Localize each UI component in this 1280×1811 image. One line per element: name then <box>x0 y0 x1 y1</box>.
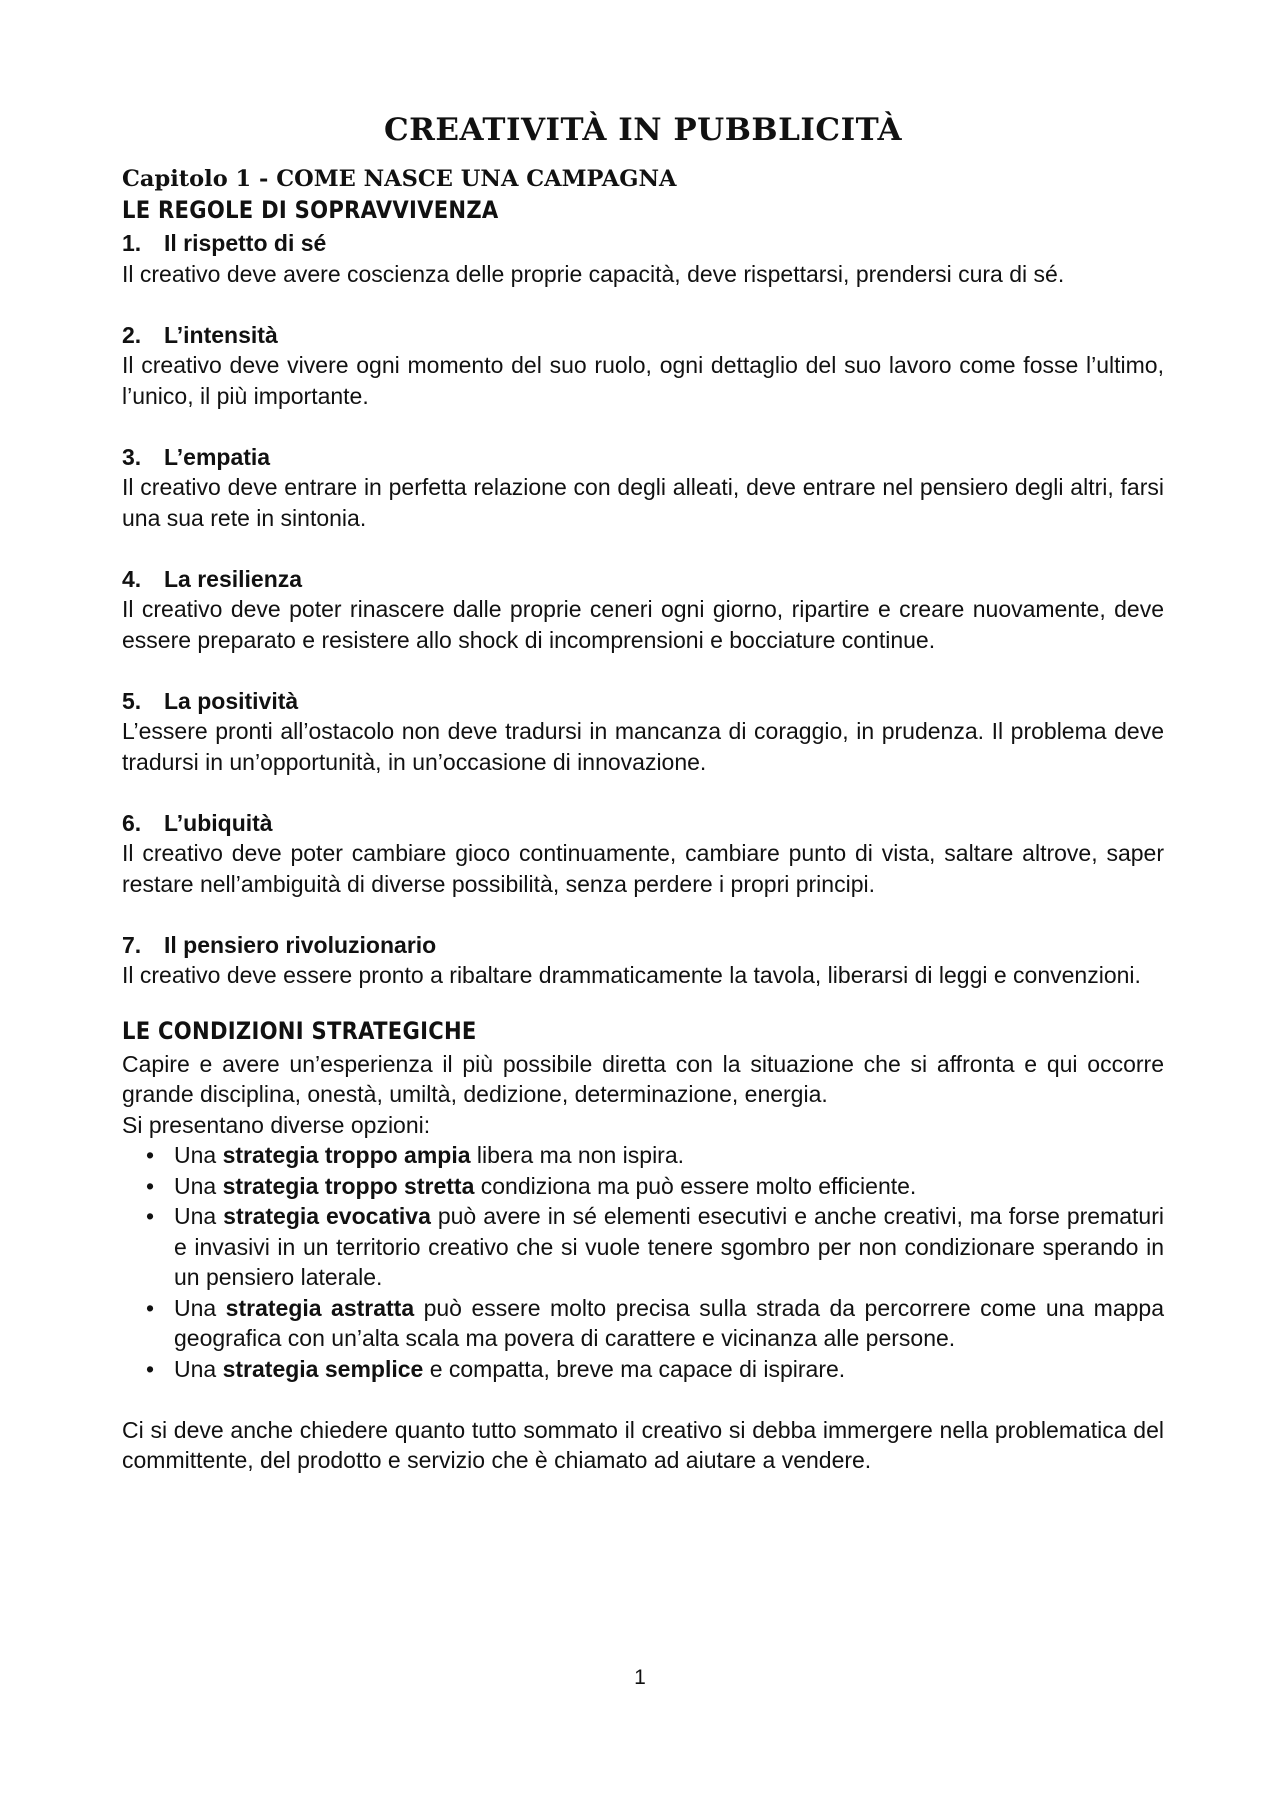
section-heading-survival-rules: LE REGOLE DI SOPRAVVIVENZA <box>122 196 499 224</box>
strategy-term: strategia astratta <box>225 1294 415 1321</box>
bullet-icon: • <box>146 1294 155 1321</box>
rule-body: Il creativo deve poter cambiare gioco continuamente, cambiare punto di vista, saltare altrove, saper restare nell’ambiguità di diverse possibilità, senza perdere i propri principi. <box>122 840 1164 897</box>
rule-number: 7. <box>122 931 142 958</box>
document-page <box>122 110 1164 1476</box>
rule-title: L’ubiquità <box>164 809 273 836</box>
rule-number: 6. <box>122 809 142 836</box>
rule-number: 3. <box>122 443 142 470</box>
strategy-list <box>122 1140 1164 1384</box>
rule-title: L’intensità <box>164 321 278 348</box>
closing-paragraph: Ci si deve anche chiedere quanto tutto sommato il creativo si debba immergere nella problematica del committente, del prodotto e servizio che è chiamato ad aiutare a vendere. <box>122 1416 1164 1473</box>
rule-item <box>122 686 1164 778</box>
rule-number: 1. <box>122 230 142 256</box>
rule-title: Il pensiero rivoluzionario <box>164 931 437 958</box>
page-number: 1 <box>634 1666 646 1689</box>
section-heading-strategic-conditions: LE CONDIZIONI STRATEGICHE <box>122 1016 477 1045</box>
rule-body: Il creativo deve poter rinascere dalle proprie ceneri ogni giorno, ripartire e creare nuovamente, deve essere preparato e resistere allo shock di incomprensioni e bocciature continue. <box>122 596 1164 653</box>
bullet-icon: • <box>146 1203 155 1229</box>
rules-list <box>122 228 1164 991</box>
rule-number: 4. <box>122 565 142 592</box>
list-item: • Una strategia semplice e compatta, breve ma capace di ispirare. <box>146 1354 1164 1385</box>
strategy-term: strategia evocativa <box>223 1203 431 1229</box>
strategy-term: strategia semplice <box>222 1355 424 1382</box>
options-lead: Si presentano diverse opzioni: <box>122 1111 431 1138</box>
strategic-intro: Capire e avere un’esperienza il più possibile diretta con la situazione che si affronta e qui occorre grande disciplina, onestà, umiltà, dedizione, determinazione, energia. <box>122 1050 1164 1107</box>
list-item: • Una strategia astratta può essere molto precisa sulla strada da percorrere come una mappa geografica con un’alta scala ma povera di carattere e vicinanza alle persone. <box>146 1294 1164 1351</box>
rule-title: La positività <box>164 687 299 714</box>
list-item: • Una strategia troppo stretta condiziona ma può essere molto efficiente. <box>146 1171 1164 1202</box>
rule-item <box>122 320 1164 412</box>
rule-title: La resilienza <box>164 565 303 592</box>
bullet-icon: • <box>146 1142 155 1168</box>
rule-number: 2. <box>122 321 142 348</box>
rule-body: Il creativo deve vivere ogni momento del suo ruolo, ogni dettaglio del suo lavoro come fosse l’ultimo, l’unico, il più importante. <box>122 352 1164 409</box>
list-item: • Una strategia evocativa può avere in sé elementi esecutivi e anche creativi, ma forse prematuri e invasivi in un territorio creativo che si vuole tenere sgombro per non condizionare sperando in un pensiero laterale. <box>146 1203 1164 1290</box>
rule-body: Il creativo deve entrare in perfetta relazione con degli alleati, deve entrare nel pensiero degli altri, farsi una sua rete in sintonia. <box>122 474 1164 531</box>
rule-item <box>122 228 1164 289</box>
rule-item <box>122 808 1164 900</box>
rule-item <box>122 930 1164 991</box>
document-title: CREATIVITÀ IN PUBBLICITÀ <box>383 112 903 148</box>
rule-title: Il rispetto di sé <box>164 230 327 256</box>
rule-body: Il creativo deve essere pronto a ribaltare drammaticamente la tavola, liberarsi di leggi e convenzioni. <box>122 962 1141 988</box>
strategy-term: strategia troppo stretta <box>222 1172 475 1199</box>
rule-item <box>122 564 1164 656</box>
rule-body: Il creativo deve avere coscienza delle proprie capacità, deve rispettarsi, prendersi cura di sé. <box>122 260 1065 287</box>
bullet-icon: • <box>146 1355 155 1382</box>
rule-number: 5. <box>122 687 142 714</box>
list-item: • Una strategia troppo ampia libera ma non ispira. <box>146 1140 1164 1171</box>
bullet-icon: • <box>146 1172 155 1199</box>
chapter-title: Capitolo 1 - COME NASCE UNA CAMPAGNA <box>122 166 677 192</box>
rule-title: L’empatia <box>164 443 271 470</box>
strategy-term: strategia troppo ampia <box>222 1142 471 1168</box>
rule-body: L’essere pronti all’ostacolo non deve tradursi in mancanza di coraggio, in prudenza. Il problema deve tradursi in un’opportunità, in un’occasione di innovazione. <box>122 718 1164 775</box>
rule-item <box>122 442 1164 534</box>
